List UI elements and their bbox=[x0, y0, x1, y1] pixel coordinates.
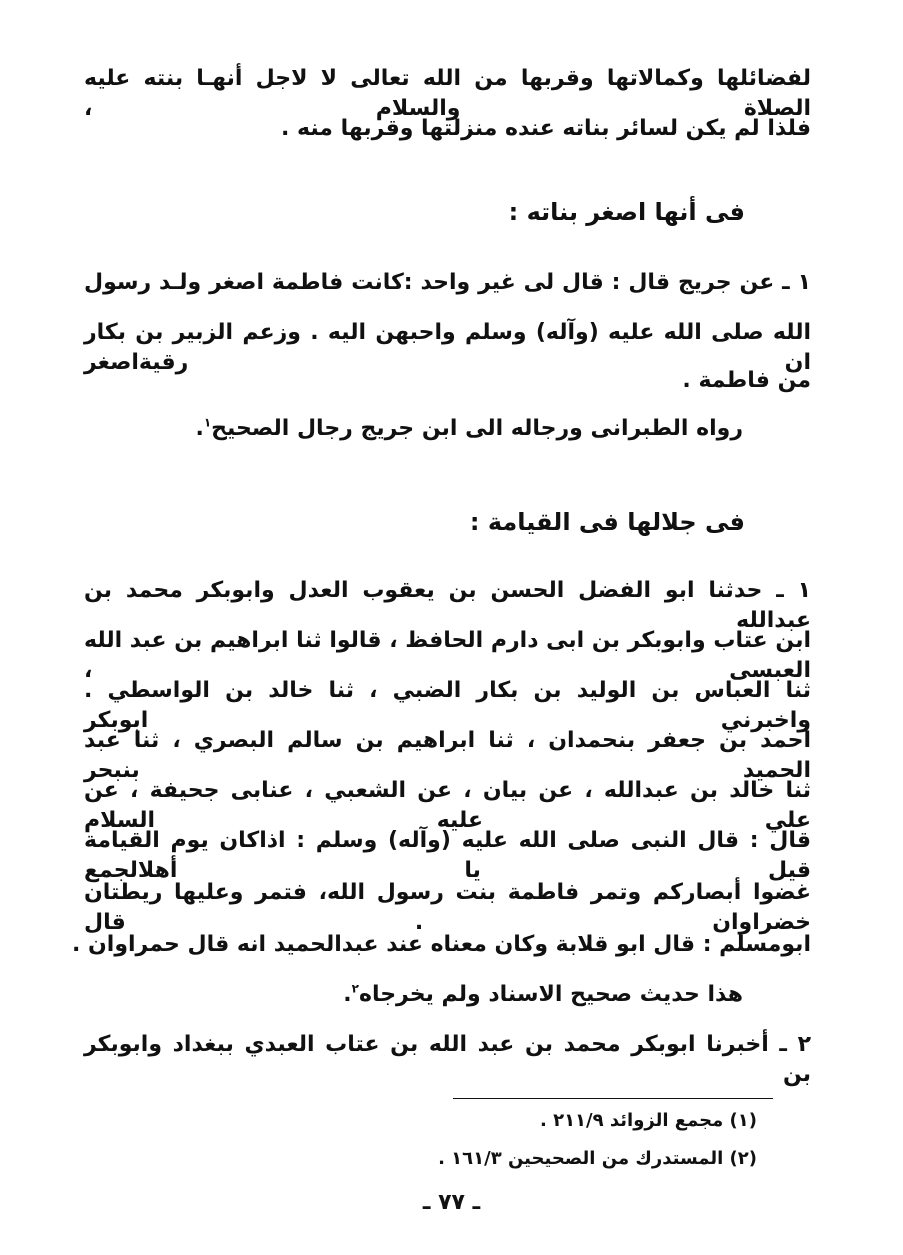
narration-end: . bbox=[195, 416, 204, 441]
hadith-line: ٢ ـ أخبرنا ابوبكر محمد بن عبد الله بن عتاب العبدي ببغداد وابوبكر بن bbox=[84, 1032, 811, 1087]
verdict-text: هذا حديث صحيح الاسناد ولم يخرجاه bbox=[358, 982, 743, 1007]
narration-line bbox=[195, 414, 743, 444]
intro-line-2: فلذا لم يكن لسائر بناته عنده منزلتها وقربها منه . bbox=[280, 116, 811, 141]
verdict-end: . bbox=[343, 982, 352, 1007]
footnote-divider bbox=[453, 1098, 773, 1099]
hadith-line: ١ ـ حدثنا ابو الفضل الحسن بن يعقوب العدل وابوبكر محمد بن عبدالله bbox=[84, 578, 811, 633]
page-number: ـ ٧٧ ـ bbox=[422, 1190, 481, 1215]
hadith-line: من فاطمة . bbox=[682, 368, 811, 393]
footnote-2: (٢) المستدرك من الصحيحين ١٦١/٣ . bbox=[438, 1148, 757, 1169]
hadith-line: ثنا العباس بن الوليد بن بكار الضبي ، ثنا خالد بن الواسطي . واخبرني ابوبكر bbox=[84, 678, 811, 733]
footnote-ref-2: ٢ bbox=[351, 981, 359, 996]
verdict-line bbox=[343, 980, 743, 1010]
intro-line-1: لفضائلها وكمالاتها وقربها من الله تعالى لا لاجل أنهـا بنته عليه الصلاة والسلام ، bbox=[84, 66, 811, 121]
hadith-line: قال : قال النبى صلى الله عليه (وآله) وسلم : اذاكان يوم القيامة قيل يا أهلالجمع bbox=[84, 828, 811, 883]
hadith-line: ابومسلم : قال ابو قلابة وكان معناه عند عبدالحميد انه قال حمراوان . bbox=[72, 932, 811, 957]
section-heading-resurrection: فى جلالها فى القيامة : bbox=[469, 508, 745, 536]
narration-text: رواه الطبرانى ورجاله الى ابن جريج رجال الصحيح bbox=[211, 416, 743, 441]
footnote-ref-1: ١ bbox=[203, 415, 212, 430]
hadith-line: احمد بن جعفر بنحمدان ، ثنا ابراهيم بن سالم البصري ، ثنا عبد الحميد بنبحر bbox=[84, 728, 811, 783]
hadith-line: غضوا أبصاركم وتمر فاطمة بنت رسول الله، فتمر وعليها ريطتان خضراوان . قال bbox=[84, 880, 811, 935]
hadith-line: ١ ـ عن جريج قال : قال لى غير واحد :كانت فاطمة اصغر ولـد رسول bbox=[84, 270, 811, 295]
section-heading-youngest: فى أنها اصغر بناته : bbox=[508, 198, 745, 226]
hadith-line: ثنا خالد بن عبدالله ، عن بيان ، عن الشعبي ، عنابى جحيفة ، عن علي عليه السلام bbox=[84, 778, 811, 833]
hadith-line: الله صلى الله عليه (وآله) وسلم واحبهن اليه . وزعم الزبير بن بكار ان رقيةاصغر bbox=[84, 320, 811, 375]
hadith-line: ابن عتاب وابوبكر بن ابى دارم الحافظ ، قالوا ثنا ابراهيم بن عبد الله العبسى ، bbox=[84, 628, 811, 683]
footnote-1: (١) مجمع الزوائد ٢١١/٩ . bbox=[539, 1110, 757, 1131]
